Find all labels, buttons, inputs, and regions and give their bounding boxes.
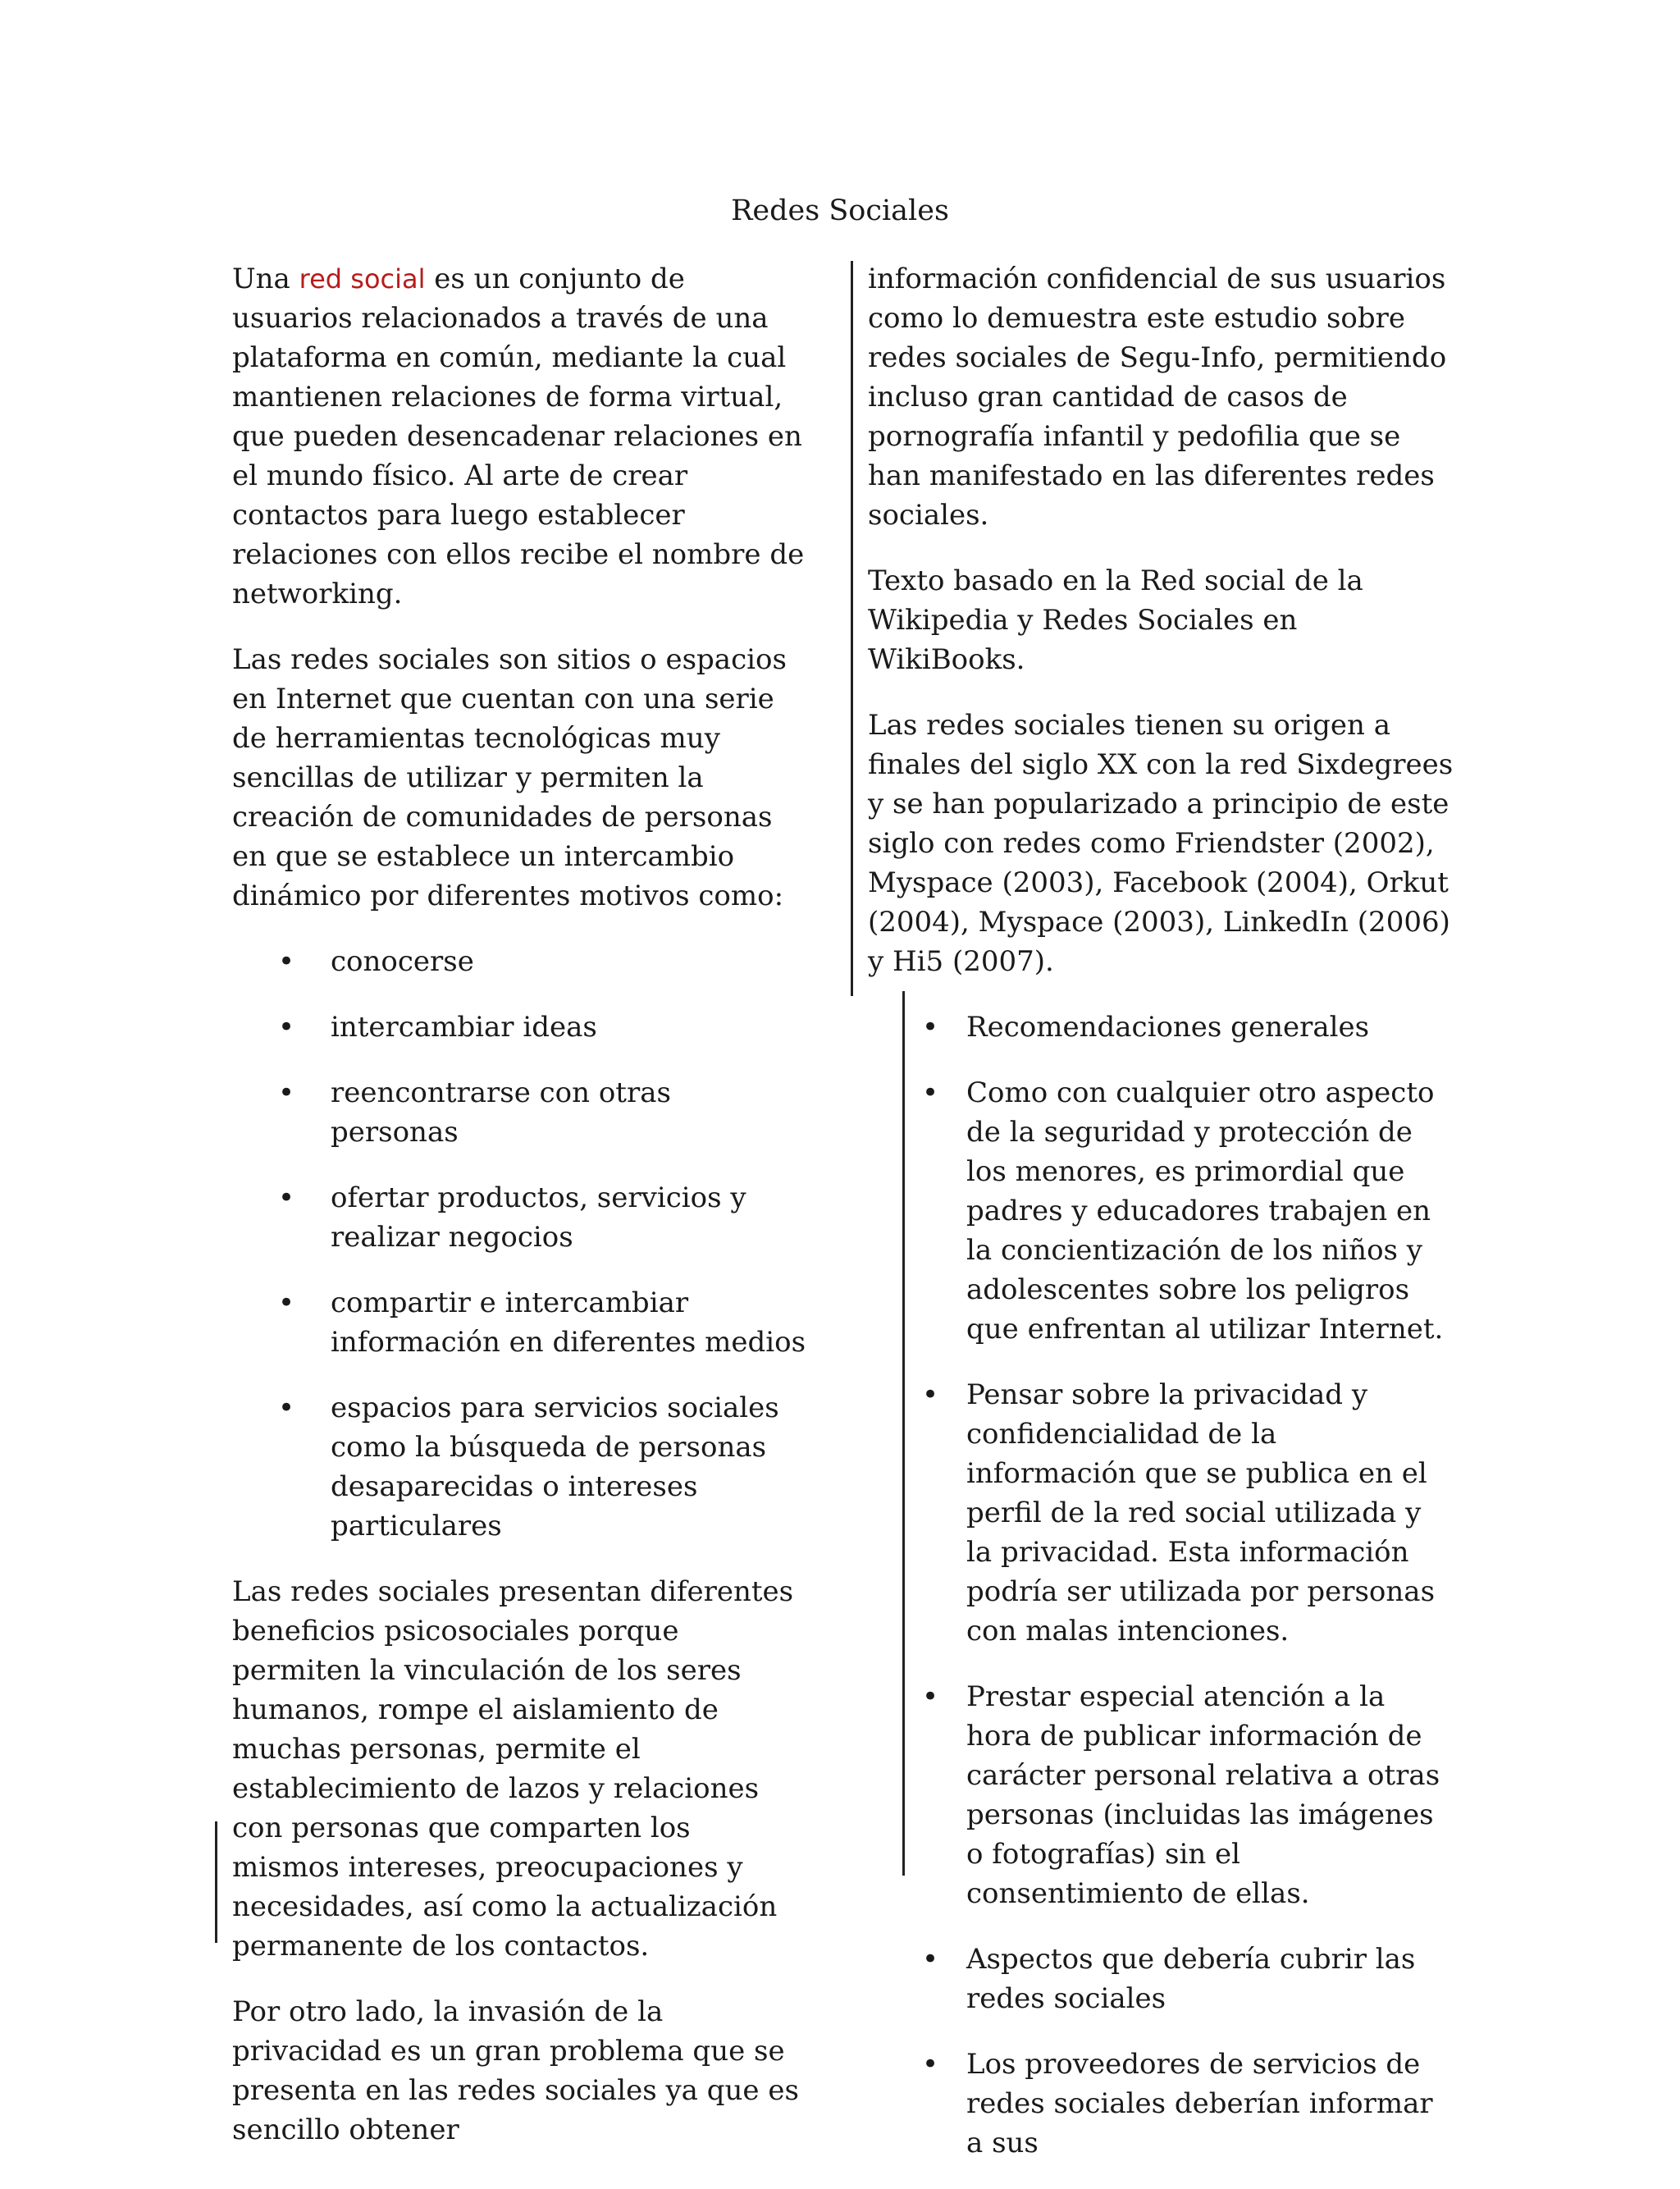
change-bar bbox=[902, 991, 905, 1876]
list-item: • Pensar sobre la privacidad y confidencialidad de la información que se publica en el perfil de la red social utilizada y la privacidad. Esta información podría ser utilizada por personas con malas intenciones. bbox=[868, 1375, 1454, 1651]
list-item: • Prestar especial atención a la hora de publicar información de carácter personal relativa a otras personas (incluidas las imágenes o fotografías) sin el consentimiento de ellas. bbox=[868, 1677, 1454, 1913]
list-item: • Recomendaciones generales bbox=[868, 1008, 1454, 1047]
paragraph: Las redes sociales son sitios o espacios en Internet que cuentan con una serie de herramientas tecnológicas muy sencillas de utilizar y permiten la creación de comunidades de personas en que se establece un intercambio dinámico por diferentes motivos como: bbox=[232, 643, 787, 912]
list-item: • compartir e intercambiar información en diferentes medios bbox=[232, 1283, 806, 1362]
list-item: • Como con cualquier otro aspecto de la seguridad y protección de los menores, es primordial que padres y educadores trabajen en la concientización de los niños y adolescentes sobre los peligros que enfrentan al utilizar Internet. bbox=[868, 1073, 1454, 1349]
paragraph: Las redes sociales presentan diferentes beneficios psicosociales porque permiten la vinculación de los seres humanos, rompe el aislamiento de muchas personas, permite el establecimiento de lazos y relaciones con personas que comparten los mismos intereses, preocupaciones y necesidades, así como la actualización permanente de los contactos. bbox=[232, 1575, 794, 1963]
paragraph: información confidencial de sus usuarios como lo demuestra este estudio sobre redes sociales de Segu-Info, permitiendo incluso gran cantidad de casos de pornografía infantil y pedofilia que se han manifestado en las diferentes redes sociales. bbox=[868, 263, 1447, 532]
recommendations-list bbox=[868, 1008, 1454, 2163]
list-item: • Aspectos que debería cubrir las redes sociales bbox=[868, 1940, 1454, 2018]
list-item: • reencontrarse con otras personas bbox=[232, 1073, 806, 1152]
left-column bbox=[232, 259, 806, 2176]
right-column bbox=[868, 259, 1454, 2189]
paragraph: Por otro lado, la invasión de la privacidad es un gran problema que se presenta en las redes sociales ya que es sencillo obtener bbox=[232, 1995, 799, 2146]
change-bar bbox=[851, 261, 853, 996]
intro-paragraph: Una red social es un conjunto de usuarios relacionados a través de una plataforma en común, mediante la cual mantienen relaciones de forma virtual, que pueden desencadenar relaciones en el mundo físico. Al arte de crear contactos para luego establecer relaciones con ellos recibe el nombre de networking. bbox=[232, 263, 805, 610]
paragraph: Texto basado en la Red social de la Wikipedia y Redes Sociales en WikiBooks. bbox=[868, 564, 1363, 676]
list-item: • ofertar productos, servicios y realizar negocios bbox=[232, 1178, 806, 1257]
list-item: • espacios para servicios sociales como la búsqueda de personas desaparecidas o intereses particulares bbox=[232, 1388, 806, 1546]
change-bar bbox=[215, 1821, 217, 1943]
list-item: • intercambiar ideas bbox=[232, 1008, 806, 1047]
red-social-term: red social bbox=[299, 263, 426, 295]
list-item: • Los proveedores de servicios de redes sociales deberían informar a sus bbox=[868, 2045, 1454, 2163]
motives-list bbox=[232, 942, 806, 1546]
paragraph: Las redes sociales tienen su origen a finales del siglo XX con la red Sixdegrees y se han popularizado a principio de este siglo con redes como Friendster (2002), Myspace (2003), Facebook (2004), Orkut (2004), Myspace (2003), LinkedIn (2006) y Hi5 (2007). bbox=[868, 709, 1454, 978]
page-title: Redes Sociales bbox=[731, 194, 949, 227]
list-item: • conocerse bbox=[232, 942, 806, 981]
